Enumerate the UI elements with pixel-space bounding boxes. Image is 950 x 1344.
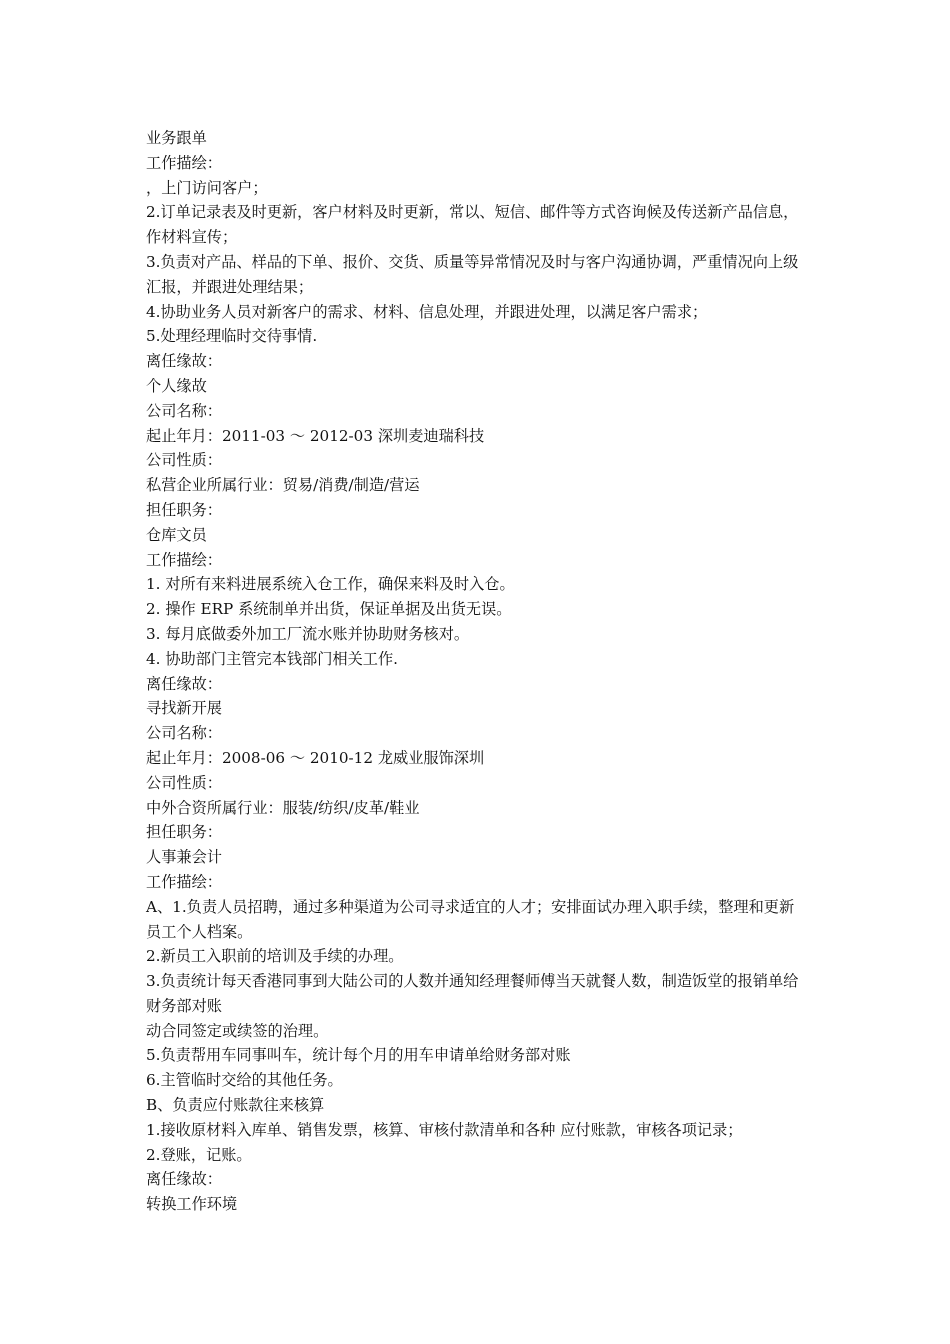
text-line: 公司性质：: [146, 773, 222, 792]
text-line: 起止年月：2011-03 ～ 2012-03 深圳麦迪瑞科技: [146, 426, 485, 445]
text-line: 2.订单记录表及时更新，客户材料及时更新，常以、短信、邮件等方式咨询候及传送新产品信息，作材料宣传；: [146, 203, 799, 247]
text-line: 工作描绘：: [146, 872, 222, 891]
text-line: 2. 操作 ERP 系统制单并出货，保证单据及出货无误。: [146, 600, 512, 619]
text-line: 4.协助业务人员对新客户的需求、材料、信息处理，并跟进处理，以满足客户需求；: [146, 302, 708, 321]
text-line: 转换工作环境: [146, 1195, 238, 1214]
text-line: 4. 协助部门主管完本钱部门相关工作.: [146, 649, 398, 668]
text-line: 3.负责对产品、样品的下单、报价、交货、质量等异常情况及时与客户沟通协调，严重情况向上级汇报，并跟进处理结果；: [146, 252, 799, 296]
document-body: [146, 126, 808, 1217]
text-line: 5.处理经理临时交待事情.: [146, 327, 318, 346]
text-line: 起止年月：2008-06 ～ 2010-12 龙威业服饰深圳: [146, 748, 485, 767]
text-line: 2.新员工入职前的培训及手续的办理。: [146, 947, 404, 966]
text-line: 公司名称：: [146, 724, 222, 743]
text-line: 3. 每月底做委外加工厂流水账并协助财务核对。: [146, 624, 470, 643]
text-line: 工作描绘：: [146, 550, 222, 569]
text-line: 2.登账，记账。: [146, 1145, 252, 1164]
text-line: 公司性质：: [146, 451, 222, 470]
text-line: 1.接收原材料入库单、销售发票，核算、审核付款清单和各种 应付账款，审核各项记录；: [146, 1120, 743, 1139]
text-line: 1. 对所有来料进展系统入仓工作，确保来料及时入仓。: [146, 575, 515, 594]
text-line: 离任缘故：: [146, 674, 222, 693]
text-line: 私营企业所属行业：贸易/消费/制造/营运: [146, 476, 420, 495]
text-line: 仓库文员: [146, 525, 207, 544]
text-line: 寻找新开展: [146, 699, 222, 718]
text-line: 人事兼会计: [146, 848, 222, 867]
text-line: 6.主管临时交给的其他任务。: [146, 1071, 343, 1090]
text-line: A、1.负责人员招聘，通过多种渠道为公司寻求适宜的人才；安排面试办理入职手续，整理和更新员工个人档案。: [146, 897, 795, 941]
text-line: 工作描绘：: [146, 153, 222, 172]
text-line: 动合同签定或续签的治理。: [146, 1021, 329, 1040]
text-line: 担任职务：: [146, 823, 222, 842]
text-line: 担任职务：: [146, 500, 222, 519]
text-line: 个人缘故: [146, 376, 207, 395]
text-line: 3.负责统计每天香港同事到大陆公司的人数并通知经理餐师傅当天就餐人数，制造饭堂的报销单给财务部对账: [146, 972, 799, 1015]
text-line: 业务跟单: [146, 129, 207, 147]
text-line: B、负责应付账款往来核算: [146, 1096, 325, 1115]
text-line: 5.负责帮用车同事叫车，统计每个月的用车申请单给财务部对账: [146, 1046, 571, 1065]
text-line: 中外合资所属行业：服装/纺织/皮革/鞋业: [146, 798, 420, 817]
text-line: ，上门访问客户；: [146, 178, 268, 197]
text-line: 离任缘故：: [146, 352, 222, 371]
text-line: 离任缘故：: [146, 1170, 222, 1189]
text-line: 公司名称：: [146, 401, 222, 420]
